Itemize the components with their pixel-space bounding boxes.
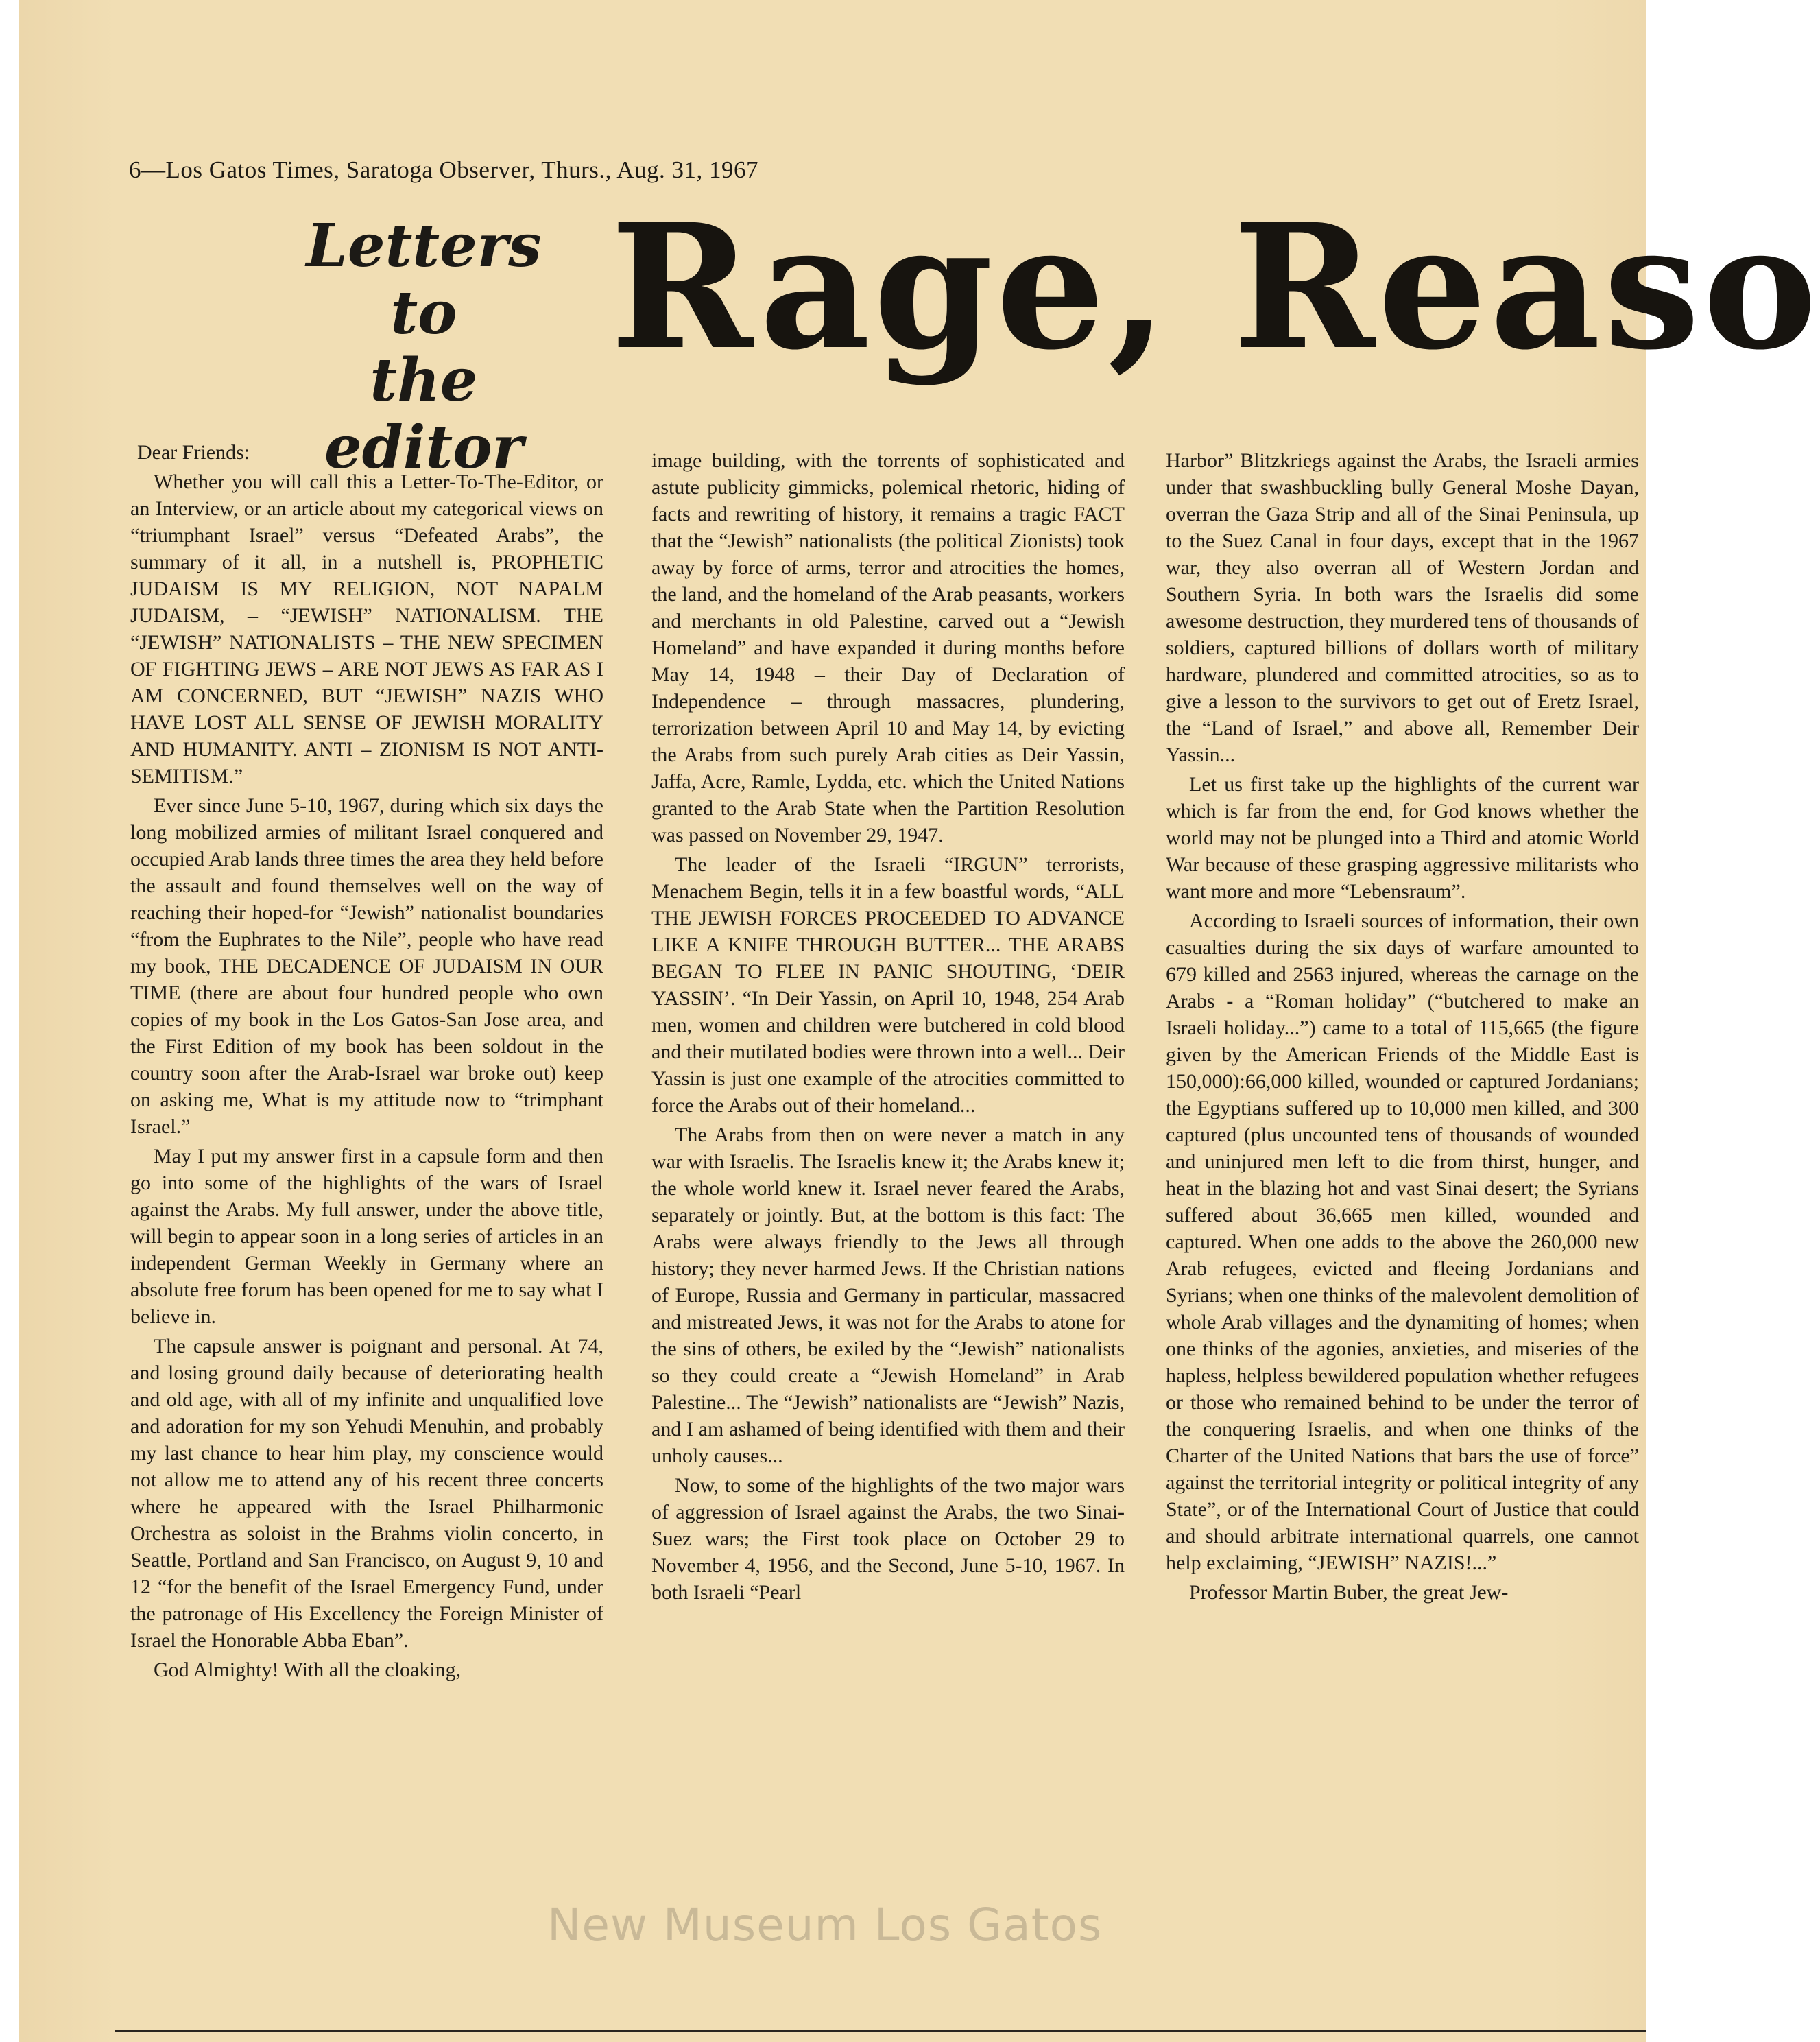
headline: Rage, Reaso <box>610 186 1820 388</box>
section-title-line-1: Letters to <box>306 211 542 348</box>
paragraph: Harbor” Blitzkriegs against the Arabs, the Israeli armies under that swashbuckling bully General Moshe Dayan, overran the Gaza Strip and all of the Sinai Peninsula, up to the Suez Canal in four days, except that in the 1967 war, they also overran all of Western Jordan and Southern Syria. In both wars the Israelis did some awesome destruction, they murdered tens of thousands of soldiers, captured billions of dollars worth of military hardware, plundered and committed atrocities, so as to give a lesson to the survivors to get out of Eretz Israel, the “Land of Israel,” and above all, Remember Deir Yassin... <box>1166 449 1639 766</box>
paragraph: Professor Martin Buber, the great Jew- <box>1189 1581 1509 1604</box>
paragraph: The capsule answer is poignant and personal. At 74, and losing ground daily because of deteriorating health and old age, with all of my infinite and unqualified love and adoration for my son Yehudi Menuhin, and probably my last chance to hear him play, my conscience would not allow me to attend any of his recent three concerts where he appeared with the Israel Philharmonic Orchestra as soloist in the Brahms violin concerto, in Seattle, Portland and San Francisco, on August 9, 10 and 12 “for the benefit of the Israel Emergency Fund, under the patronage of His Excellency the Foreign Minister of Israel the Honorable Abba Eban”. <box>130 1335 603 1652</box>
paragraph: God Almighty! With all the cloaking, <box>154 1659 462 1681</box>
salutation: Dear Friends: <box>137 441 250 464</box>
paragraph: According to Israeli sources of information, their own casualties during the six days of warfare amounted to 679 killed and 2563 injured, whereas the carnage on the Arabs - a “Roman holiday” (“butchered to make an Israeli holiday...”) came to a total of 115,665 (the figure given by the American Friends of the Middle East is 150,000):66,000 killed, wounded or captured Jordanians; the Egyptians suffered up to 10,000 men killed, and 300 captured (plus uncounted tens of thousands of wounded and uninjured men left to die from thirst, hunger, and heat in the blazing hot and vast Sinai desert; the Syrians suffered about 36,665 men killed, wounded and captured. When one adds to the above the 260,000 new Arab refugees, evicted and fleeing Jordanians and Syrians; when one thinks of the malevolent demolition of whole Arab villages and the dynamiting of homes; when one thinks of the agonies, anxieties, and miseries of the hapless, helpless bewildered population whether refugees or those who remained behind to be under the terror of the conquering Israelis, and when one thinks of the Charter of the United Nations that bars the use of force” against the territorial integrity or political integrity of any State”, or of the International Court of Justice that could and should arbitrate international quarrels, one cannot help exclaiming, “JEWISH” NAZIS!...” <box>1166 910 1639 1574</box>
article-column-1 <box>130 439 603 1686</box>
museum-watermark: New Museum Los Gatos <box>547 1899 1103 1951</box>
newspaper-page <box>19 0 1820 2042</box>
article-column-2 <box>651 447 1125 1608</box>
paragraph: Now, to some of the highlights of the two major wars of aggression of Israel against the Arabs, the two Sinai-Suez wars; the First took place on October 29 to November 4, 1956, and the Second, June 5-10, 1967. In both Israeli “Pearl <box>651 1474 1125 1604</box>
article-column-3 <box>1166 447 1639 1608</box>
paragraph: May I put my answer first in a capsule form and then go into some of the highlights of the wars of Israel against the Arabs. My full answer, under the above title, will begin to appear soon in a long series of articles in an independent German Weekly in Germany where an absolute free forum has been opened for me to say what I believe in. <box>130 1145 603 1328</box>
bottom-rule <box>115 2030 1646 2032</box>
section-title-line-2: the editor <box>324 346 523 482</box>
paragraph: Whether you will call this a Letter-To-The-Editor, or an Interview, or an article about my categorical views on “triumphant Israel” versus “Defeated Arabs”, the summary of it all, in a nutshell is, PROPHETIC JUDAISM IS MY RELIGION, NOT NAPALM JUDAISM, – “JEWISH” NATIONALISM. THE “JEWISH” NATIONALISTS – THE NEW SPECIMEN OF FIGHTING JEWS – ARE NOT JEWS AS FAR AS I AM CONCERNED, BUT “JEWISH” NAZIS WHO HAVE LOST ALL SENSE OF JEWISH MORALITY AND HUMANITY. ANTI – ZIONISM IS NOT ANTI-SEMITISM.” <box>130 471 603 787</box>
paragraph: image building, with the torrents of sophisticated and astute publicity gimmicks, polemical rhetoric, hiding of facts and rewriting of history, it remains a tragic FACT that the “Jewish” nationalists (the political Zionists) took away by force of arms, terror and atrocities the homes, the land, and the homeland of the Arab peasants, workers and merchants in old Palestine, carved out a “Jewish Homeland” and have expanded it during months before May 14, 1948 – their Day of Declaration of Independence – through massacres, plundering, terrorization between April 10 and May 14, by evicting the Arabs from such purely Arab cities as Deir Yassin, Jaffa, Acre, Ramle, Lydda, etc. which the United Nations granted to the Arab State when the Partition Resolution was passed on November 29, 1947. <box>651 449 1125 846</box>
page-folio: 6—Los Gatos Times, Saratoga Observer, Thurs., Aug. 31, 1967 <box>129 156 758 183</box>
paragraph: The Arabs from then on were never a match in any war with Israelis. The Israelis knew it; the Arabs knew it; the whole world knew it. Israel never feared the Arabs, separately or jointly. But, at the bottom is this fact: The Arabs were always friendly to the Jews all through history; they never harmed Jews. If the Christian nations of Europe, Russia and Germany in particular, massacred and mistreated Jews, it was not for the Arabs to atone for the sins of others, be exiled by the “Jewish” nationalists so they could create a “Jewish Homeland” in Arab Palestine... The “Jewish” nationalists are “Jewish” Nazis, and I am ashamed of being identified with them and their unholy causes... <box>651 1124 1125 1467</box>
paragraph: Ever since June 5-10, 1967, during which six days the long mobilized armies of militant Israel conquered and occupied Arab lands three times the area they held before the assault and found themselves well on the way of reaching their hoped-for “Jewish” nationalist boundaries “from the Euphrates to the Nile”, people who have read my book, THE DECADENCE OF JUDAISM IN OUR TIME (there are about four hundred people who own copies of my book in the Los Gatos-San Jose area, and the First Edition of my book has been soldout in the country soon after the Arab-Israel war broke out) keep on asking me, What is my attitude now to “trimphant Israel.” <box>130 794 603 1138</box>
paragraph: Let us first take up the highlights of the current war which is far from the end, for God knows whether the world may not be plunged into a Third and atomic World War because of these grasping aggressive militarists who want more and more “Lebensraum”. <box>1166 773 1639 903</box>
paragraph: The leader of the Israeli “IRGUN” terrorists, Menachem Begin, tells it in a few boastful words, “ALL THE JEWISH FORCES PROCEEDED TO ADVANCE LIKE A KNIFE THROUGH BUTTER... THE ARABS BEGAN TO FLEE IN PANIC SHOUTING, ‘DEIR YASSIN’. “In Deir Yassin, on April 10, 1948, 254 Arab men, women and children were butchered in cold blood and their mutilated bodies were thrown into a well... Deir Yassin is just one example of the atrocities committed to force the Arabs out of their homeland... <box>651 853 1125 1117</box>
